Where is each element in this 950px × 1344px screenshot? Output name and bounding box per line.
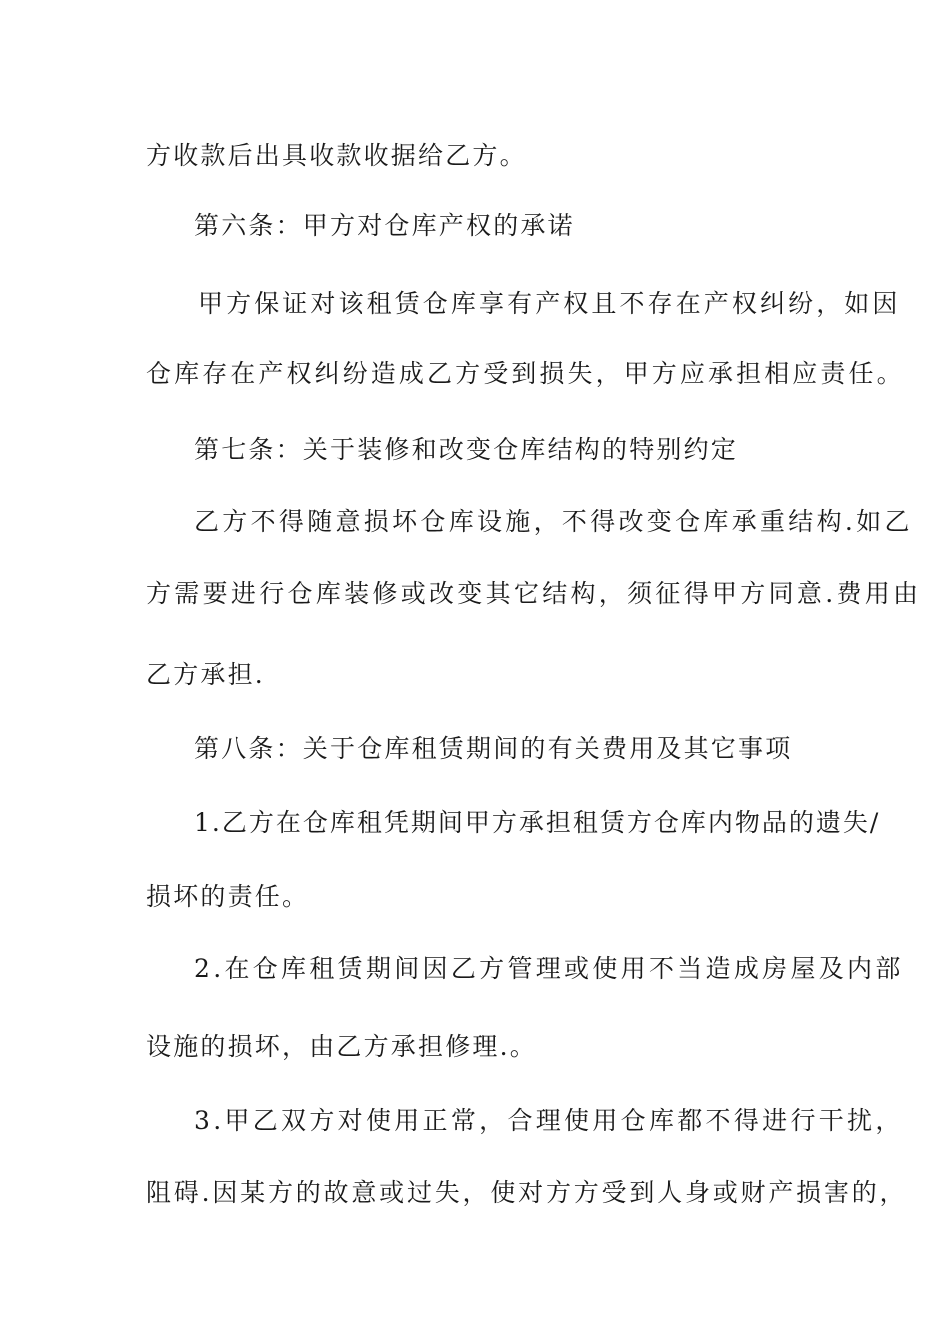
paragraph-line: 仓库存在产权纠纷造成乙方受到损失，甲方应承担相应责任。 <box>146 359 905 388</box>
article-heading-6: 第六条：甲方对仓库产权的承诺 <box>194 211 575 240</box>
list-item-3: 3.甲乙双方对使用正常，合理使用仓库都不得进行干扰， <box>194 1106 904 1135</box>
list-item-2: 2.在仓库租赁期间因乙方管理或使用不当造成房屋及内部 <box>194 954 904 983</box>
paragraph-line: 乙方不得随意损坏仓库设施，不得改变仓库承重结构.如乙 <box>194 507 913 536</box>
article-heading-8: 第八条：关于仓库租赁期间的有关费用及其它事项 <box>194 734 793 763</box>
paragraph-line: 阻碍.因某方的故意或过失，使对方方受到人身或财产损害的， <box>146 1178 908 1207</box>
paragraph-line: 设施的损坏，由乙方承担修理.。 <box>146 1032 537 1061</box>
paragraph-line: 乙方承担. <box>146 660 265 689</box>
paragraph-line: 方需要进行仓库装修或改变其它结构，须征得甲方同意.费用由 <box>146 579 922 608</box>
paragraph-line: 方收款后出具收款收据给乙方。 <box>146 141 527 170</box>
list-item-1: 1.乙方在仓库租凭期间甲方承担租赁方仓库内物品的遗失/ <box>194 808 881 837</box>
article-heading-7: 第七条：关于装修和改变仓库结构的特别约定 <box>194 435 739 464</box>
paragraph-line: 甲方保证对该租赁仓库享有产权且不存在产权纠纷，如因 <box>198 289 901 318</box>
paragraph-line: 损坏的责任。 <box>146 882 310 911</box>
